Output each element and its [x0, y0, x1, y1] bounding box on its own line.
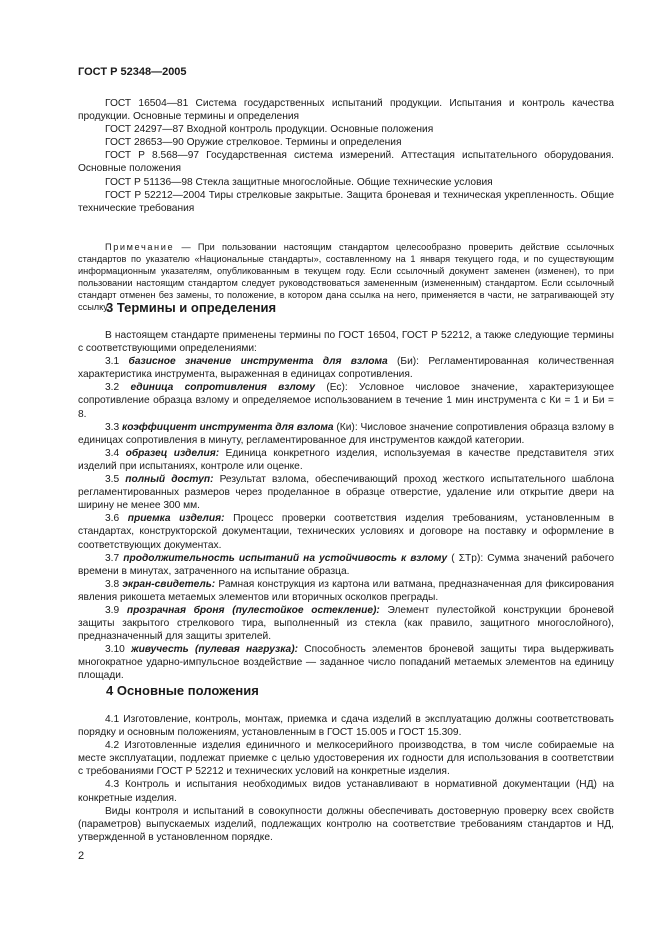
term-name: полный доступ:	[125, 474, 214, 486]
section-4-paragraph: 4.3 Контроль и испытания необходимых видов устанавливают в нормативной документации (НД) на конкретные изделия.	[78, 779, 614, 804]
section-3-intro: В настоящем стандарте применены термины по ГОСТ 16504, ГОСТ Р 52212, а также следующие термины с соответствующими определениями:	[78, 330, 614, 355]
section-4-paragraph: 4.2 Изготовленные изделия единичного и мелкосерийного производства, в том числе собираемые на месте эксплуатации, подлежат приемке с целью удостоверения их годности для использования в соответствии с требованиями ГОСТ Р 52212 и технических условий на конкретные изделия.	[78, 740, 614, 778]
term-number: 3.2	[105, 382, 120, 394]
term-definition	[78, 512, 614, 551]
term-name: прозрачная броня (пулестойкое остекление):	[126, 604, 380, 616]
term-definition	[78, 604, 614, 643]
term-definition	[78, 643, 614, 682]
document-header: ГОСТ Р 52348—2005	[78, 66, 187, 78]
term-name: продолжительность испытаний на устойчивость к взлому	[123, 552, 448, 564]
term-definition	[78, 355, 614, 381]
term-definition	[78, 473, 614, 512]
term-text: Процесс проверки соответствия изделия требованиям, установленным в стандартах, конструкторской документации, технических условиях и договоре на поставку и оформление в соответствующих документах.	[78, 513, 614, 551]
term-name: приемка изделия:	[127, 513, 225, 525]
term-name: образец изделия:	[125, 447, 220, 459]
term-number: 3.4	[105, 447, 120, 459]
term-number: 3.5	[105, 474, 120, 486]
normative-references	[78, 97, 614, 215]
note-text: — При пользовании настоящим стандартом целесообразно проверить действие ссылочных стандартов по указателю «Национальные стандарты», составленному на 1 января текущего года, и по существующим информационным указателям, опубликованным в текущем году. Если ссылочный документ заменен (изменен), то при пользовании настоящим стандартом следует руководствоваться замененным (измененным) стандартом. Если ссылочный стандарт отменен без замены, то положение, в котором дана ссылка на него, применяется в части, не затрагивающей эту ссылку.	[78, 242, 614, 313]
term-text: Результат взлома, обеспечивающий проход жесткого испытательного шаблона регламентированных размеров через проделанное в образце отверстие, удаление или открытие двери на ширину не менее 300 мм.	[78, 474, 614, 512]
reference-item: ГОСТ Р 8.568—97 Государственная система измерений. Аттестация испытательного оборудования. Основные положения	[78, 150, 614, 175]
term-text: ( ΣTр): Сумма значений рабочего времени в минутах, затраченного на испытание образца.	[78, 552, 614, 577]
term-name: базисное значение инструмента для взлома	[128, 356, 388, 368]
term-text: (Ес): Условное числовое значение, характеризующее сопротивление образца взлому и определяемое использованием в течение 1 мин инструмента с Ки = 1 и Би = 8.	[78, 382, 614, 420]
term-text: Рамная конструкция из картона или ватмана, предназначенная для фиксирования явления рикошета метаемых элементов или вторичных осколков преграды.	[78, 578, 614, 603]
term-text: Единица конкретного изделия, используемая в качестве представителя этих изделий при испытаниях, контроле или оценке.	[78, 447, 614, 472]
section-3-body	[78, 329, 614, 683]
term-number: 3.8	[105, 578, 120, 590]
term-definition	[78, 421, 614, 447]
note-label: Примечание	[105, 242, 175, 252]
section-3-title: 3 Термины и определения	[106, 300, 277, 315]
section-4-paragraph: Виды контроля и испытаний в совокупности должны обеспечивать достоверную проверку всех свойств (параметров) выпускаемых изделий, подлежащих контролю на соответствие требованиям стандартов и НД, утвержденной в установленном порядке.	[78, 805, 614, 843]
term-text: (Би): Регламентированная количественная характеристика инструмента, выраженная в единицах сопротивления.	[78, 356, 615, 381]
section-4-title: 4 Основные положения	[106, 683, 259, 698]
term-definition	[78, 552, 614, 578]
term-definition	[78, 447, 614, 473]
term-name: единица сопротивления взлому	[130, 382, 316, 394]
reference-item: ГОСТ Р 52212—2004 Тиры стрелковые закрытые. Защита броневая и техническая укрепленность. Общие технические требования	[78, 189, 614, 214]
page-number: 2	[78, 850, 85, 862]
term-name: коэффициент инструмента для взлома	[122, 421, 334, 433]
reference-item: ГОСТ 24297—87 Входной контроль продукции. Основные положения	[105, 124, 434, 136]
section-4-body	[78, 713, 614, 844]
term-definition	[78, 578, 614, 604]
term-number: 3.7	[105, 552, 120, 564]
term-text: (Ки): Числовое значение сопротивления образца взлому в единицах сопротивления в минуту, регламентированное для инструментов каждой категории.	[78, 421, 614, 446]
term-number: 3.1	[105, 356, 120, 368]
term-number: 3.3	[105, 421, 120, 433]
term-definition	[78, 381, 614, 420]
term-number: 3.9	[105, 604, 120, 616]
section-4-paragraph: 4.1 Изготовление, контроль, монтаж, приемка и сдача изделий в эксплуатацию должны соответствовать порядку и основным положениям, установленным в ГОСТ 15.005 и ГОСТ 15.309.	[78, 714, 614, 739]
term-text: Способность элементов броневой защиты тира выдерживать многократное ударно-импульсное воздействие — заданное число попаданий метаемых элементов на единицу площади.	[78, 644, 614, 682]
term-number: 3.6	[105, 513, 120, 525]
reference-item: ГОСТ 28653—90 Оружие стрелковое. Термины и определения	[105, 137, 402, 149]
term-number: 3.10	[105, 644, 125, 656]
reference-item: ГОСТ 16504—81 Система государственных испытаний продукции. Испытания и контроль качества продукции. Основные термины и определения	[78, 98, 614, 123]
term-text: Элемент пулестойкой конструкции броневой защиты закрытого стрелкового тира, выполненный из стекла (как правило, защитного многослойного), предназначенный для защиты зрителей.	[78, 604, 614, 643]
reference-item: ГОСТ Р 51136—98 Стекла защитные многослойные. Общие технические условия	[105, 176, 493, 188]
term-name: живучесть (пулевая нагрузка):	[131, 644, 298, 656]
term-name: экран-свидетель:	[122, 578, 216, 590]
